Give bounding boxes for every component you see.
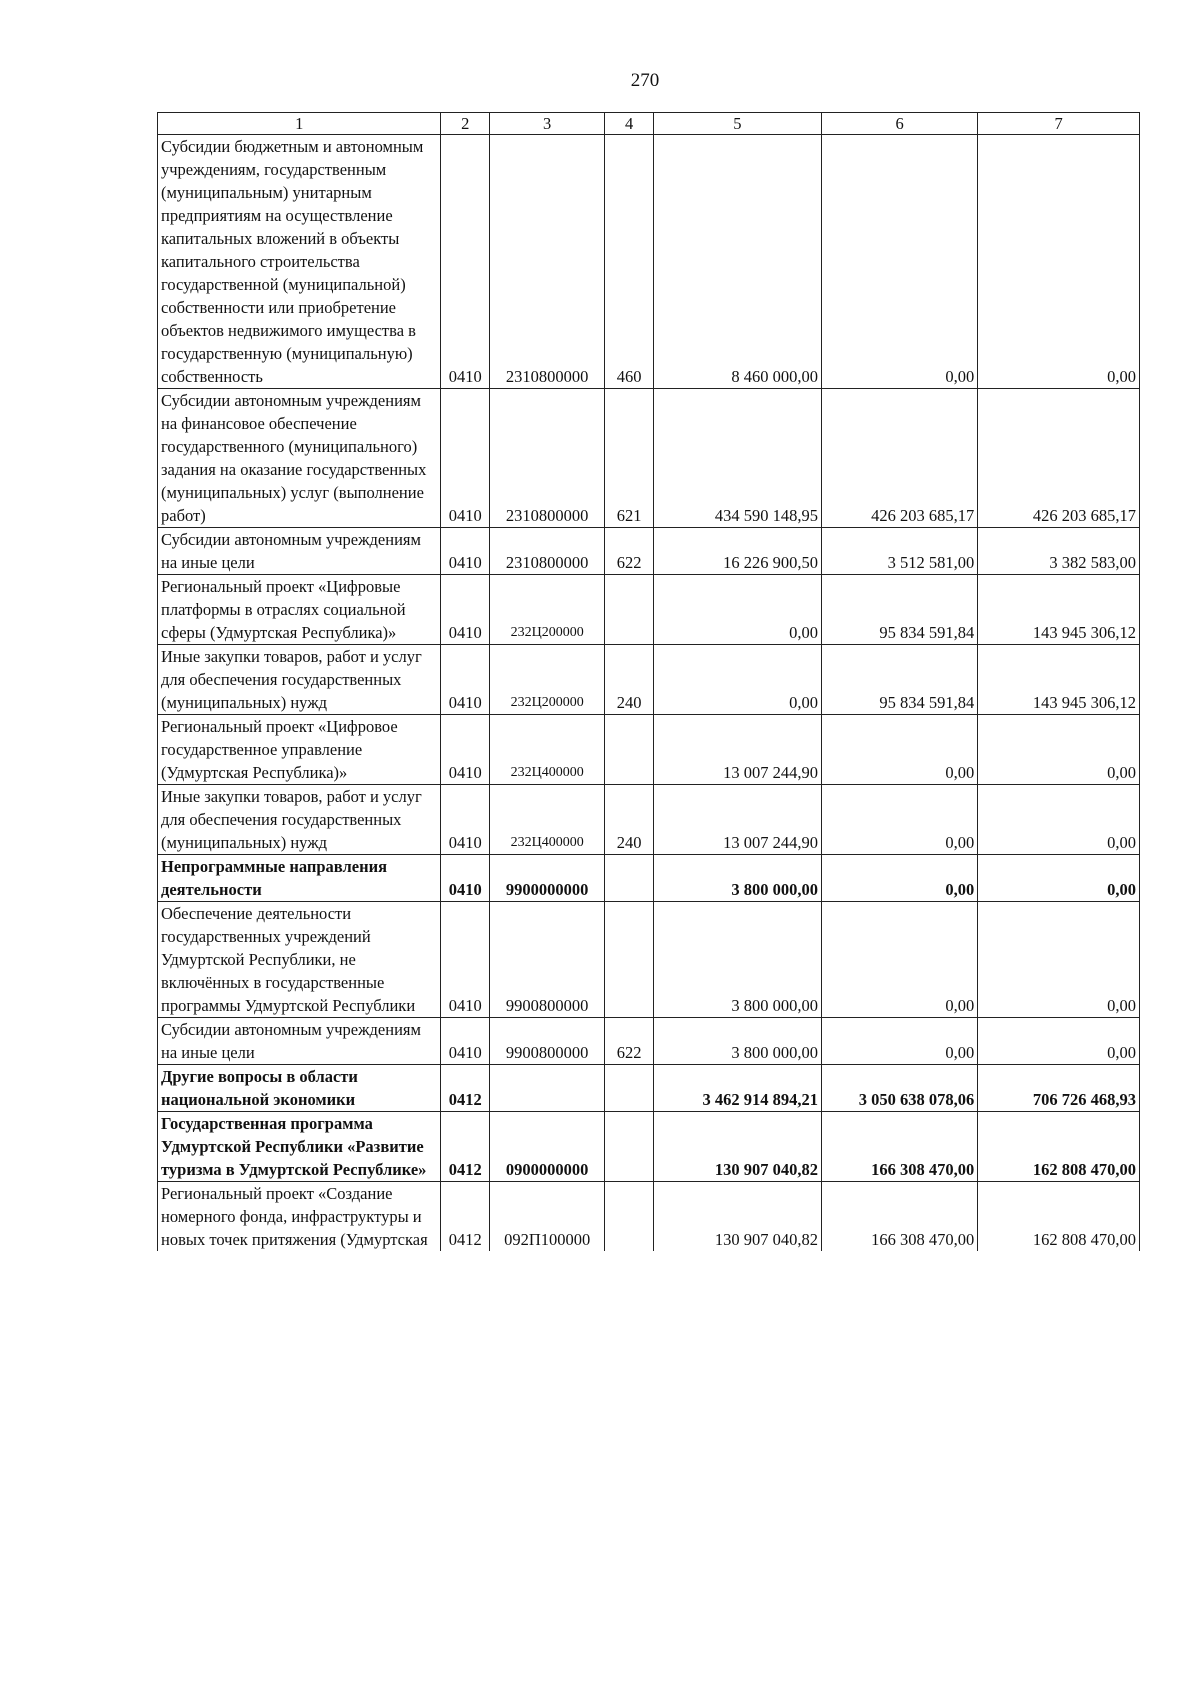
row-expense-type [605,1065,654,1112]
column-header: 2 [441,113,490,135]
table-row [158,785,1140,855]
table-row [158,389,1140,528]
row-expense-type [605,575,654,645]
row-amount-5: 130 907 040,82 [653,1182,821,1252]
row-section: 0412 [441,1182,490,1252]
table-row [158,135,1140,389]
row-name: Субсидии автономным учреждениям на финансовое обеспечение государственного (муниципального) задания на оказание государственных (муниципальных) услуг (выполнение работ) [158,389,441,528]
table-row [158,575,1140,645]
table-row [158,1112,1140,1182]
column-header: 6 [821,113,977,135]
row-amount-7: 706 726 468,93 [978,1065,1140,1112]
row-amount-7: 0,00 [978,785,1140,855]
row-section: 0410 [441,575,490,645]
row-expense-type: 622 [605,528,654,575]
row-amount-7: 0,00 [978,902,1140,1018]
row-amount-7: 0,00 [978,715,1140,785]
row-section: 0410 [441,645,490,715]
row-section: 0410 [441,389,490,528]
row-amount-6: 0,00 [821,855,977,902]
row-target-code: 9900000000 [489,855,604,902]
table-row [158,902,1140,1018]
row-amount-5: 8 460 000,00 [653,135,821,389]
row-name: Субсидии автономным учреждениям на иные цели [158,528,441,575]
row-amount-6: 0,00 [821,785,977,855]
page-number: 270 [630,70,660,91]
row-target-code: 2310800000 [489,389,604,528]
row-section: 0410 [441,785,490,855]
row-expense-type [605,902,654,1018]
row-expense-type: 460 [605,135,654,389]
row-expense-type: 240 [605,785,654,855]
row-target-code: 2310800000 [489,528,604,575]
row-target-code: 2310800000 [489,135,604,389]
row-section: 0410 [441,135,490,389]
row-name: Региональный проект «Создание номерного фонда, инфраструктуры и новых точек притяжения (Удмуртская [158,1182,441,1252]
row-expense-type: 240 [605,645,654,715]
row-expense-type [605,1182,654,1252]
row-amount-6: 3 512 581,00 [821,528,977,575]
row-amount-5: 130 907 040,82 [653,1112,821,1182]
row-amount-5: 434 590 148,95 [653,389,821,528]
row-amount-6: 95 834 591,84 [821,645,977,715]
column-header: 4 [605,113,654,135]
row-name: Обеспечение деятельности государственных учреждений Удмуртской Республики, не включённых в государственные программы Удмуртской Республики [158,902,441,1018]
row-expense-type [605,715,654,785]
row-amount-7: 143 945 306,12 [978,575,1140,645]
row-amount-7: 143 945 306,12 [978,645,1140,715]
row-expense-type [605,1112,654,1182]
table-row [158,1018,1140,1065]
row-amount-5: 0,00 [653,575,821,645]
table-row [158,1065,1140,1112]
row-section: 0410 [441,715,490,785]
row-section: 0410 [441,855,490,902]
column-number-row [158,113,1140,135]
row-amount-5: 3 800 000,00 [653,902,821,1018]
row-amount-6: 0,00 [821,902,977,1018]
table-row [158,1182,1140,1252]
row-amount-5: 3 800 000,00 [653,855,821,902]
row-expense-type: 622 [605,1018,654,1065]
row-name: Региональный проект «Цифровые платформы в отраслях социальной сферы (Удмуртская Республика)» [158,575,441,645]
row-amount-5: 3 800 000,00 [653,1018,821,1065]
row-amount-6: 166 308 470,00 [821,1112,977,1182]
table-row [158,715,1140,785]
row-target-code: 232Ц200000 [489,645,604,715]
row-section: 0410 [441,1018,490,1065]
row-name: Иные закупки товаров, работ и услуг для обеспечения государственных (муниципальных) нужд [158,645,441,715]
row-section: 0410 [441,528,490,575]
row-target-code: 232Ц400000 [489,785,604,855]
row-name: Субсидии бюджетным и автономным учреждениям, государственным (муниципальным) унитарным предприятиям на осуществление капитальных вложений в объекты капитального строительства государственной (муниципальной) собственности или приобретение объектов недвижимого имущества в государственную (муниципальную) собственность [158,135,441,389]
row-target-code: 232Ц200000 [489,575,604,645]
row-name: Другие вопросы в области национальной экономики [158,1065,441,1112]
row-amount-6: 0,00 [821,715,977,785]
row-amount-5: 16 226 900,50 [653,528,821,575]
row-amount-5: 3 462 914 894,21 [653,1065,821,1112]
row-expense-type [605,855,654,902]
row-amount-6: 3 050 638 078,06 [821,1065,977,1112]
row-target-code: 0900000000 [489,1112,604,1182]
row-target-code: 9900800000 [489,902,604,1018]
row-name: Непрограммные направления деятельности [158,855,441,902]
row-target-code: 092П100000 [489,1182,604,1252]
row-amount-7: 162 808 470,00 [978,1182,1140,1252]
row-name: Государственная программа Удмуртской Республики «Развитие туризма в Удмуртской Республике» [158,1112,441,1182]
row-amount-5: 0,00 [653,645,821,715]
row-amount-7: 0,00 [978,135,1140,389]
row-amount-6: 95 834 591,84 [821,575,977,645]
row-amount-6: 166 308 470,00 [821,1182,977,1252]
row-name: Субсидии автономным учреждениям на иные цели [158,1018,441,1065]
row-amount-6: 0,00 [821,135,977,389]
row-amount-5: 13 007 244,90 [653,785,821,855]
budget-table [157,112,1140,1251]
column-header: 1 [158,113,441,135]
row-amount-6: 426 203 685,17 [821,389,977,528]
row-target-code [489,1065,604,1112]
row-amount-5: 13 007 244,90 [653,715,821,785]
row-amount-7: 0,00 [978,1018,1140,1065]
table-row [158,855,1140,902]
row-name: Иные закупки товаров, работ и услуг для обеспечения государственных (муниципальных) нужд [158,785,441,855]
row-target-code: 9900800000 [489,1018,604,1065]
row-section: 0412 [441,1065,490,1112]
row-amount-7: 426 203 685,17 [978,389,1140,528]
column-header: 3 [489,113,604,135]
row-amount-7: 3 382 583,00 [978,528,1140,575]
row-target-code: 232Ц400000 [489,715,604,785]
row-section: 0412 [441,1112,490,1182]
row-section: 0410 [441,902,490,1018]
row-amount-7: 0,00 [978,855,1140,902]
row-name: Региональный проект «Цифровое государственное управление (Удмуртская Республика)» [158,715,441,785]
row-amount-7: 162 808 470,00 [978,1112,1140,1182]
column-header: 7 [978,113,1140,135]
column-header: 5 [653,113,821,135]
table-row [158,645,1140,715]
row-amount-6: 0,00 [821,1018,977,1065]
row-expense-type: 621 [605,389,654,528]
table-row [158,528,1140,575]
